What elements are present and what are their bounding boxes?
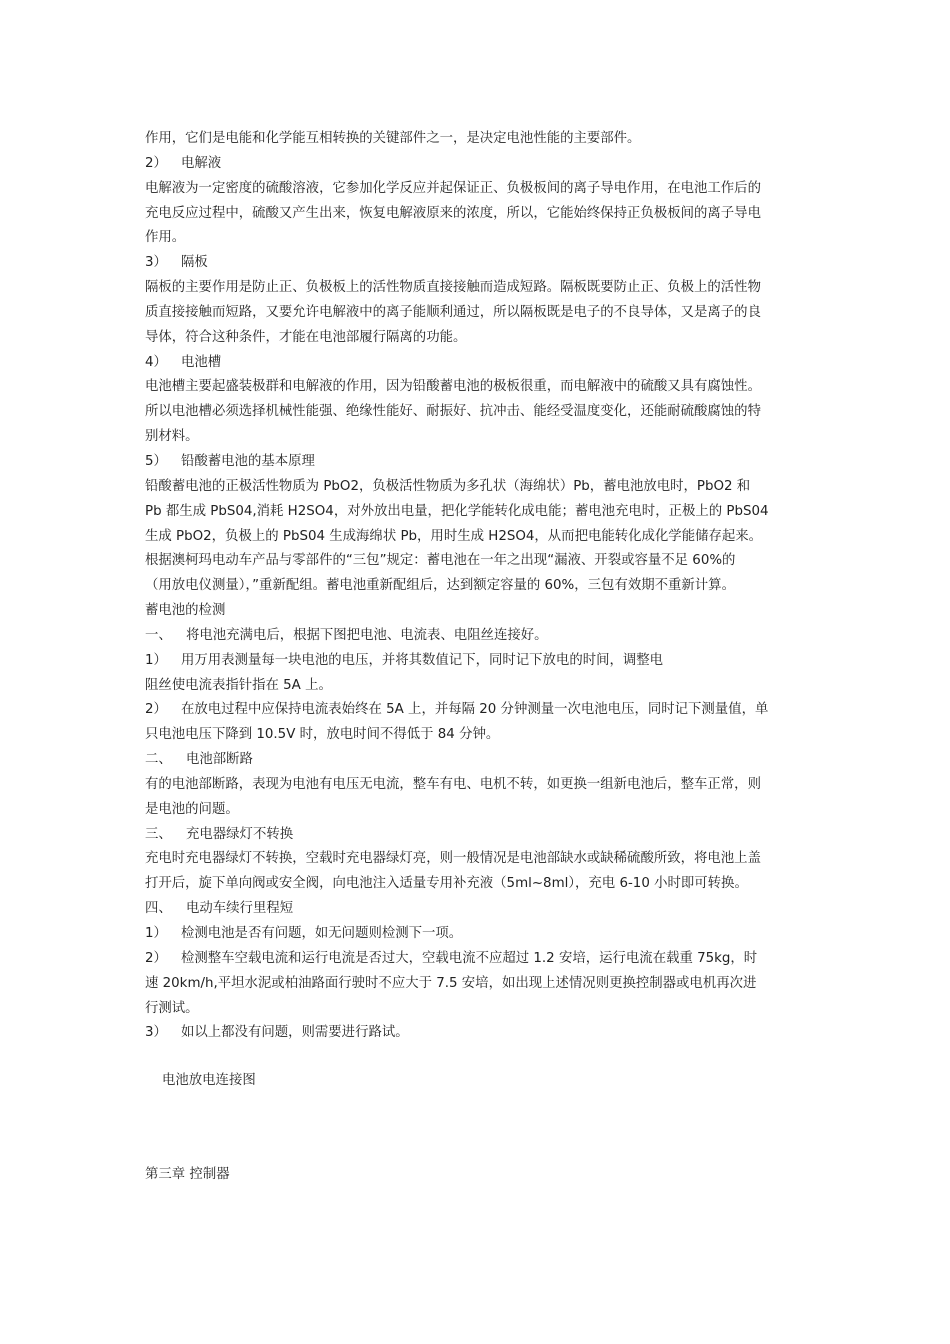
text-line: 充电反应过程中，硫酸又产生出来，恢复电解液原来的浓度，所以，它能始终保持正负极板间的离子导电 [145, 205, 761, 221]
text-line: 所以电池槽必须选择机械性能强、绝缘性能好、耐振好、抗冲击、能经受温度变化，还能耐硫酸腐蚀的特 [145, 404, 761, 420]
numbered-item: 2） 检测整车空载电流和运行电流是否过大，空载电流不应超过 1.2 安培，运行电流在载重 75kg，时 [145, 950, 758, 966]
numbered-item: 1） 用万用表测量每一块电池的电压，并将其数值记下，同时记下放电的时间，调整电 [145, 652, 664, 668]
document-body [145, 127, 807, 1046]
chapter-item: 三、 充电器绿灯不转换 [145, 826, 294, 842]
text-line: 行测试。 [145, 1000, 199, 1016]
text-line: 别材料。 [145, 429, 199, 445]
text-line: 充电时充电器绿灯不转换，空载时充电器绿灯亮，则一般情况是电池部缺水或缺稀硫酸所致，将电池上盖 [145, 851, 761, 867]
chapter-item: 二、 电池部断路 [145, 752, 253, 768]
text-line: 阻丝使电流表指针指在 5A 上。 [145, 677, 332, 693]
text-line: 打开后，旋下单向阀或安全阀，向电池注入适量专用补充液（5ml~8ml），充电 6-10 小时即可转换。 [145, 876, 748, 892]
chapter-heading: 第三章 控制器 [145, 1167, 230, 1182]
text-line: 作用。 [145, 230, 186, 246]
text-line: 电解液为一定密度的硫酸溶液，它参加化学反应并起保证正、负极板间的离子导电作用，在电池工作后的 [145, 180, 761, 196]
chapter-item: 一、 将电池充满电后，根据下图把电池、电流表、电阻丝连接好。 [145, 627, 548, 643]
text-line: 质直接接触而短路，又要允许电解液中的离子能顺利通过，所以隔板既是电子的不良导体，又是离子的良 [145, 304, 761, 320]
numbered-heading: 5） 铅酸蓄电池的基本原理 [145, 453, 315, 469]
text-line: 根据澳柯玛电动车产品与零部件的“三包”规定：蓄电池在一年之出现“漏液、开裂或容量不足 60%的 [145, 553, 736, 569]
text-line: 速 20km/h,平坦水泥或柏油路面行驶时不应大于 7.5 安培，如出现上述情况则更换控制器或电机再次进 [145, 975, 757, 991]
text-line: 隔板的主要作用是防止正、负极板上的活性物质直接接触而造成短路。隔板既要防止正、负极上的活性物 [145, 280, 761, 296]
text-line: 只电池电压下降到 10.5V 时，放电时间不得低于 84 分钟。 [145, 727, 500, 743]
text-line: 导体，符合这种条件，才能在电池部履行隔离的功能。 [145, 329, 467, 345]
figure-caption: 电池放电连接图 [162, 1073, 256, 1088]
text-line: 作用，它们是电能和化学能互相转换的关键部件之一，是决定电池性能的主要部件。 [145, 131, 641, 146]
chapter-item: 四、 电动车续行里程短 [145, 901, 294, 917]
text-line: （用放电仪测量），”重新配组。蓄电池重新配组后，达到额定容量的 60%，三包有效期不重新计算。 [145, 578, 735, 594]
numbered-item: 2） 在放电过程中应保持电流表始终在 5A 上，并每隔 20 分钟测量一次电池电压，同时记下测量值，单 [145, 702, 769, 718]
numbered-heading: 3） 隔板 [145, 255, 208, 271]
numbered-heading: 4） 电池槽 [145, 354, 222, 370]
text-line: 生成 PbO2，负极上的 PbS04 生成海绵状 Pb，用时生成 H2SO4，从而把电能转化成化学能储存起来。 [145, 528, 763, 544]
numbered-item: 1） 检测电池是否有问题，如无问题则检测下一项。 [145, 926, 463, 941]
text-line: 有的电池部断路，表现为电池有电压无电流，整车有电、电机不转，如更换一组新电池后，整车正常，则 [145, 776, 761, 792]
text-line: 是电池的问题。 [145, 801, 239, 817]
text-line: 铅酸蓄电池的正极活性物质为 PbO2，负极活性物质为多孔状（海绵状）Pb，蓄电池放电时，PbO2 和 [145, 478, 751, 494]
section-heading: 蓄电池的检测 [145, 603, 226, 619]
text-line: Pb 都生成 PbS04,消耗 H2SO4，对外放出电量，把化学能转化成电能；蓄电池充电时，正极上的 PbS04 [145, 503, 769, 519]
numbered-heading: 2） 电解液 [145, 155, 222, 171]
text-line: 电池槽主要起盛装极群和电解液的作用，因为铅酸蓄电池的极板很重，而电解液中的硫酸又具有腐蚀性。 [145, 379, 761, 395]
numbered-item: 3） 如以上都没有问题，则需要进行路试。 [145, 1025, 409, 1041]
